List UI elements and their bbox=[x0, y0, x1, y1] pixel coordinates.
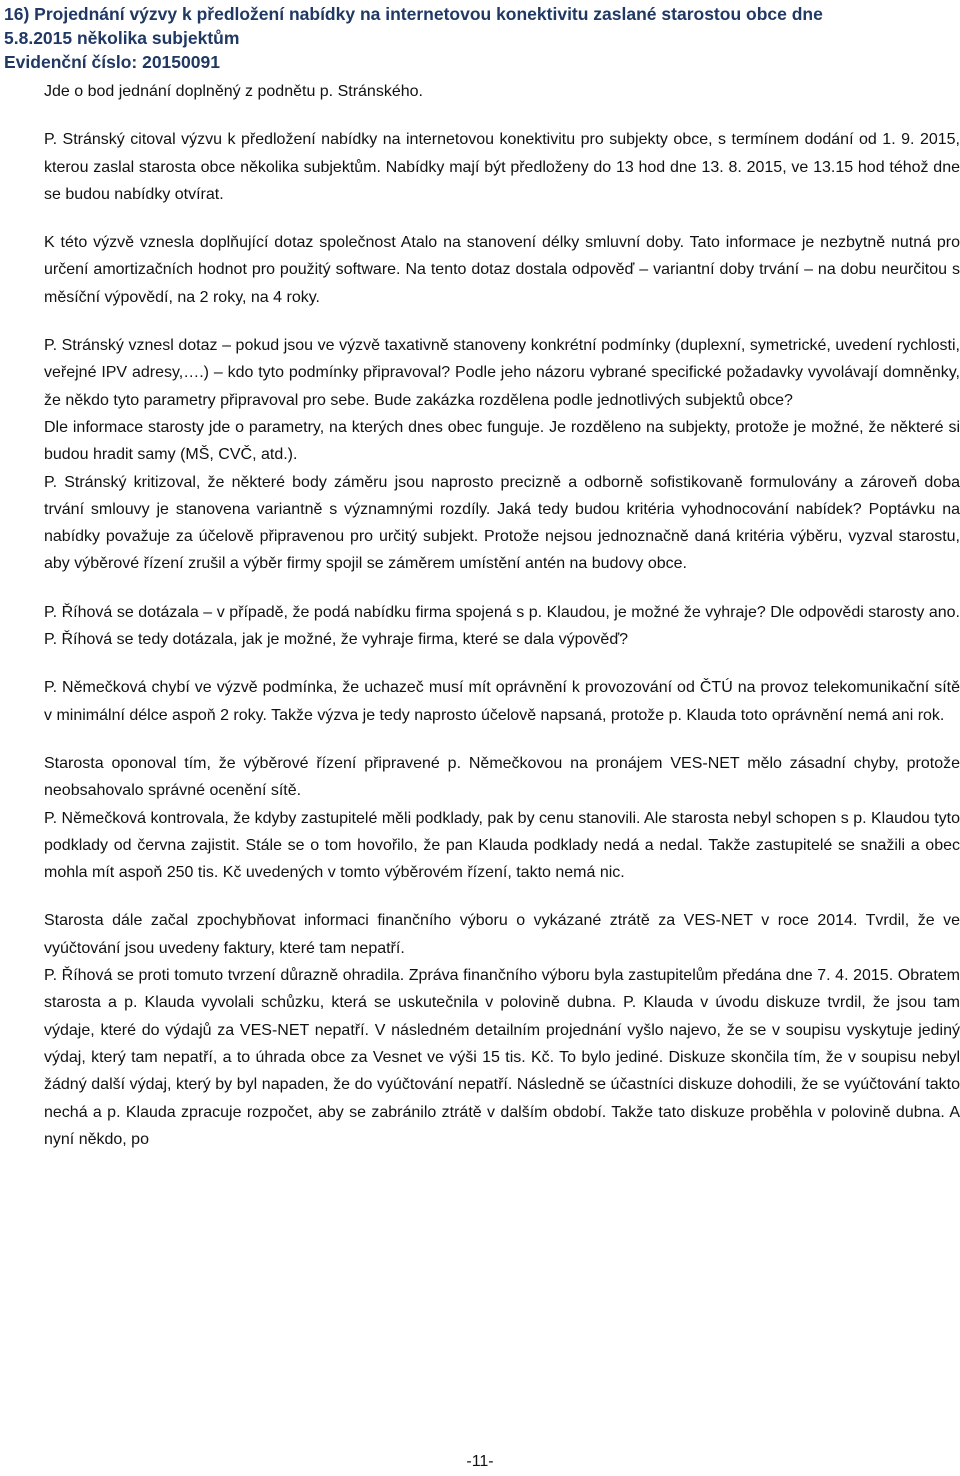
paragraph-mayor-loss-dispute: Starosta dále začal zpochybňovat informaci finančního výboru o vykázané ztrátě za VES-NET v roce 2014. Tvrdil, že ve vyúčtování jsou uvedeny faktury, které tam nepatří. bbox=[44, 912, 960, 957]
page-number: -11- bbox=[466, 1453, 494, 1470]
paragraph-rihova-rebuttal: P. Říhová se proti tomuto tvrzení důrazně ohradila. Zpráva finančního výboru byla zastupitelům předána dne 7. 4. 2015. Obratem starosta a p. Klauda vyvolali schůzku, která se uskutečnila v polovině dubna. P. Klauda v úvodu diskuze tvrdil, že jsou tam výdaje, které do výdajů za VES-NET nepatří. V následném detailním projednání vyšlo najevo, že se v soupisu vyskytuje jediný výdaj, který tam nepatří, a to úhrada obce za Vesnet ve výši 15 tis. Kč. To bylo jediné. Diskuze skončila tím, že v soupisu nebyl žádný další výdaj, který by byl napaden, že do vyúčtování nepatří. Následně se účastníci diskuze dohodili, že se vyúčtování takto nechá a p. Klauda zpracuje rozpočet, aby se zabránilo ztrátě v dalším období. Takže tato diskuze proběhla v polovině dubna. A nyní někdo, po bbox=[44, 967, 960, 1148]
paragraph-atalo-query: K této výzvě vznesla doplňující dotaz společnost Atalo na stanovení délky smluvní doby. Tato informace je nezbytně nutná pro určení amortizačních hodnot pro použitý software. Na tento dotaz dostala odpověď – variantní doby trvání – na dobu neurčitou s měsíční výpovědí, na 2 roky, na 4 roky. bbox=[44, 234, 960, 306]
paragraph-stransky-citation: P. Stránský citoval výzvu k předložení nabídky na internetovou konektivitu pro subjekty obce, s termínem dodání od 1. 9. 2015, kterou zaslal starosta obce několika subjektům. Nabídky mají být předloženy do 13 hod dne 13. 8. 2015, ve 13.15 hod téhož dne se budou nabídky otvírat. bbox=[44, 131, 960, 203]
document-body bbox=[44, 78, 960, 1153]
paragraph-mayor-objection: Starosta oponoval tím, že výběrové řízení připravené p. Němečkovou na pronájem VES-NET mělo zásadní chyby, protože neobsahovalo správné ocenění sítě. bbox=[44, 754, 960, 800]
agenda-item-heading bbox=[0, 0, 960, 74]
paragraph-nemeckova-condition: P. Němečková chybí ve výzvě podmínka, že uchazeč musí mít oprávnění k provozování od ČTÚ na provoz telekomunikační sítě v minimální délce aspoň 2 roky. Takže výzva je tedy naprosto účelově napsaná, protože p. Klauda toto oprávnění nemá ani rok. bbox=[44, 679, 960, 724]
paragraph-stransky-criticism: P. Stránský kritizoval, že některé body záměru jsou naprosto precizně a odborně sofistikovaně formulovány a zároveň doba trvání smlouvy je stanovena variantně s významnými rozdíly. Jaká tedy budou kritéria vyhodnocování nabídek? Poptávku na nabídky považuje za účelově připravenou pro určitý subjekt. Protože nejsou jednoznačně daná kritéria výběru, vyzval starostu, aby výběrové řízení zrušil a výběr firmy spojil se záměrem umístění antén na budovy obce. bbox=[44, 473, 960, 573]
paragraph-intro: Jde o bod jednání doplněný z podnětu p. Stránského. bbox=[44, 83, 423, 100]
heading-line-2: 5.8.2015 několika subjektům bbox=[4, 28, 240, 48]
paragraph-stransky-question: P. Stránský vznesl dotaz – pokud jsou ve výzvě taxativně stanoveny konkrétní podmínky (duplexní, symetrické, uvedení rychlosti, veřejné IPV adresy,….) – kdo tyto podmínky připravoval? Podle jeho názoru vybrané specifické požadavky vyvolávají domněnky, že někdo tyto parametry připravoval pro sebe. Bude zakázka rozdělena podle jednotlivých subjektů obce? bbox=[44, 337, 960, 409]
paragraph-nemeckova-reply: P. Němečková kontrovala, že kdyby zastupitelé měli podklady, pak by cenu stanovili. Ale starosta nebyl schopen s p. Klaudou tyto podklady od června zajistit. Stále se o tom hovořilo, že pan Klauda podklady nedá a nedal. Takže zastupitelé se snažili a obec mohla mít aspoň 250 tis. Kč uvedených v tomto výběrovém řízení, takto nemá nic. bbox=[44, 809, 960, 882]
evidence-number: Evidenční číslo: 20150091 bbox=[4, 52, 220, 72]
paragraph-mayor-answer: Dle informace starosty jde o parametry, na kterých dnes obec funguje. Je rozděleno na subjekty, protože je možné, že některé si budou hradit samy (MŠ, CVČ, atd.). bbox=[44, 418, 960, 464]
paragraph-rihova-question: P. Říhová se dotázala – v případě, že podá nabídku firma spojená s p. Klaudou, je možné že vyhraje? Dle odpovědi starosty ano. P. Říhová se tedy dotázala, jak je možné, že vyhraje firma, které se dala výpověď? bbox=[44, 603, 960, 649]
heading-line-1: 16) Projednání výzvy k předložení nabídky na internetovou konektivitu zaslané starostou obce dne bbox=[4, 4, 823, 24]
